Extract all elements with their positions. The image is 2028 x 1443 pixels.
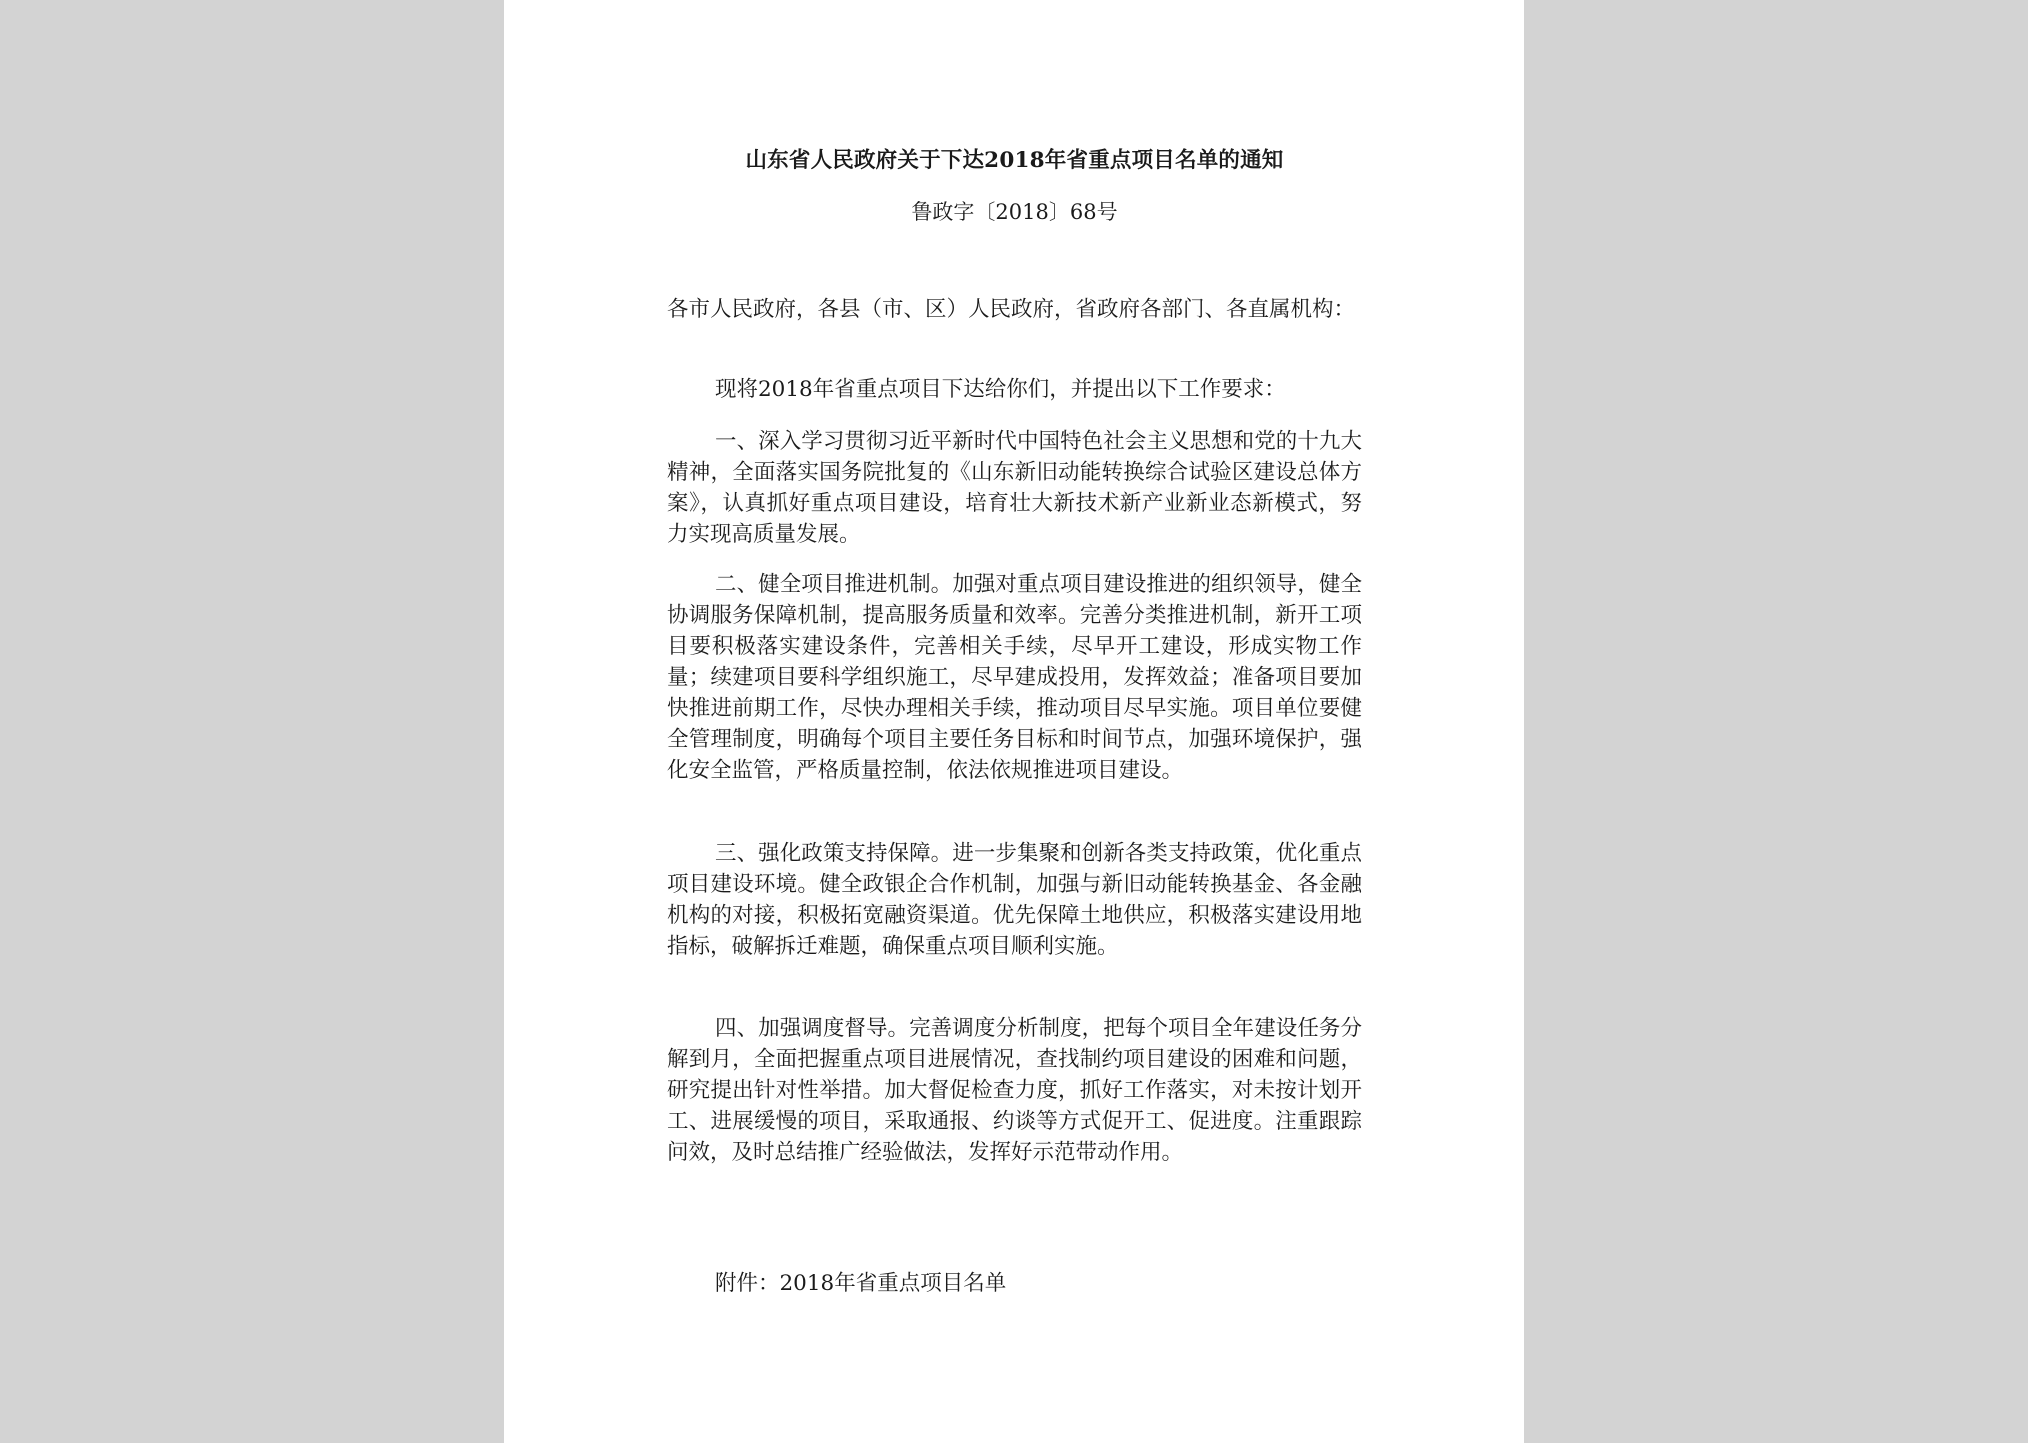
requirement-item-2: 二、健全项目推进机制。加强对重点项目建设推进的组织领导，健全协调服务保障机制，提高服务质量和效率。完善分类推进机制，新开工项目要积极落实建设条件，完善相关手续，尽早开工建设，形成实物工作量；续建项目要科学组织施工，尽早建成投用，发挥效益；准备项目要加快推进前期工作，尽快办理相关手续，推动项目尽早实施。项目单位要健全管理制度，明确每个项目主要任务目标和时间节点，加强环境保护，强化安全监管，严格质量控制，依法依规推进项目建设。 <box>667 572 1362 783</box>
requirement-item-1: 一、深入学习贯彻习近平新时代中国特色社会主义思想和党的十九大精神，全面落实国务院批复的《山东新旧动能转换综合试验区建设总体方案》，认真抓好重点项目建设，培育壮大新技术新产业新业态新模式，努力实现高质量发展。 <box>667 429 1362 547</box>
document-page <box>504 0 1524 1443</box>
document-title: 山东省人民政府关于下达2018年省重点项目名单的通知 <box>745 148 1284 173</box>
requirement-item-4: 四、加强调度督导。完善调度分析制度，把每个项目全年建设任务分解到月，全面把握重点项目进展情况，查找制约项目建设的困难和问题，研究提出针对性举措。加大督促检查力度，抓好工作落实，对未按计划开工、进展缓慢的项目，采取通报、约谈等方式促开工、促进度。注重跟踪问效，及时总结推广经验做法，发挥好示范带动作用。 <box>667 1016 1362 1165</box>
salutation: 各市人民政府，各县（市、区）人民政府，省政府各部门、各直属机构： <box>667 297 1356 322</box>
document-number: 鲁政字〔2018〕68号 <box>911 200 1118 224</box>
attachment-line[interactable]: 附件：2018年省重点项目名单 <box>715 1271 1007 1296</box>
requirement-item-3: 三、强化政策支持保障。进一步集聚和创新各类支持政策，优化重点项目建设环境。健全政银企合作机制，加强与新旧动能转换基金、各金融机构的对接，积极拓宽融资渠道。优先保障土地供应，积极落实建设用地指标，破解拆迁难题，确保重点项目顺利实施。 <box>667 841 1362 959</box>
intro-paragraph: 现将2018年省重点项目下达给你们，并提出以下工作要求： <box>715 377 1286 402</box>
